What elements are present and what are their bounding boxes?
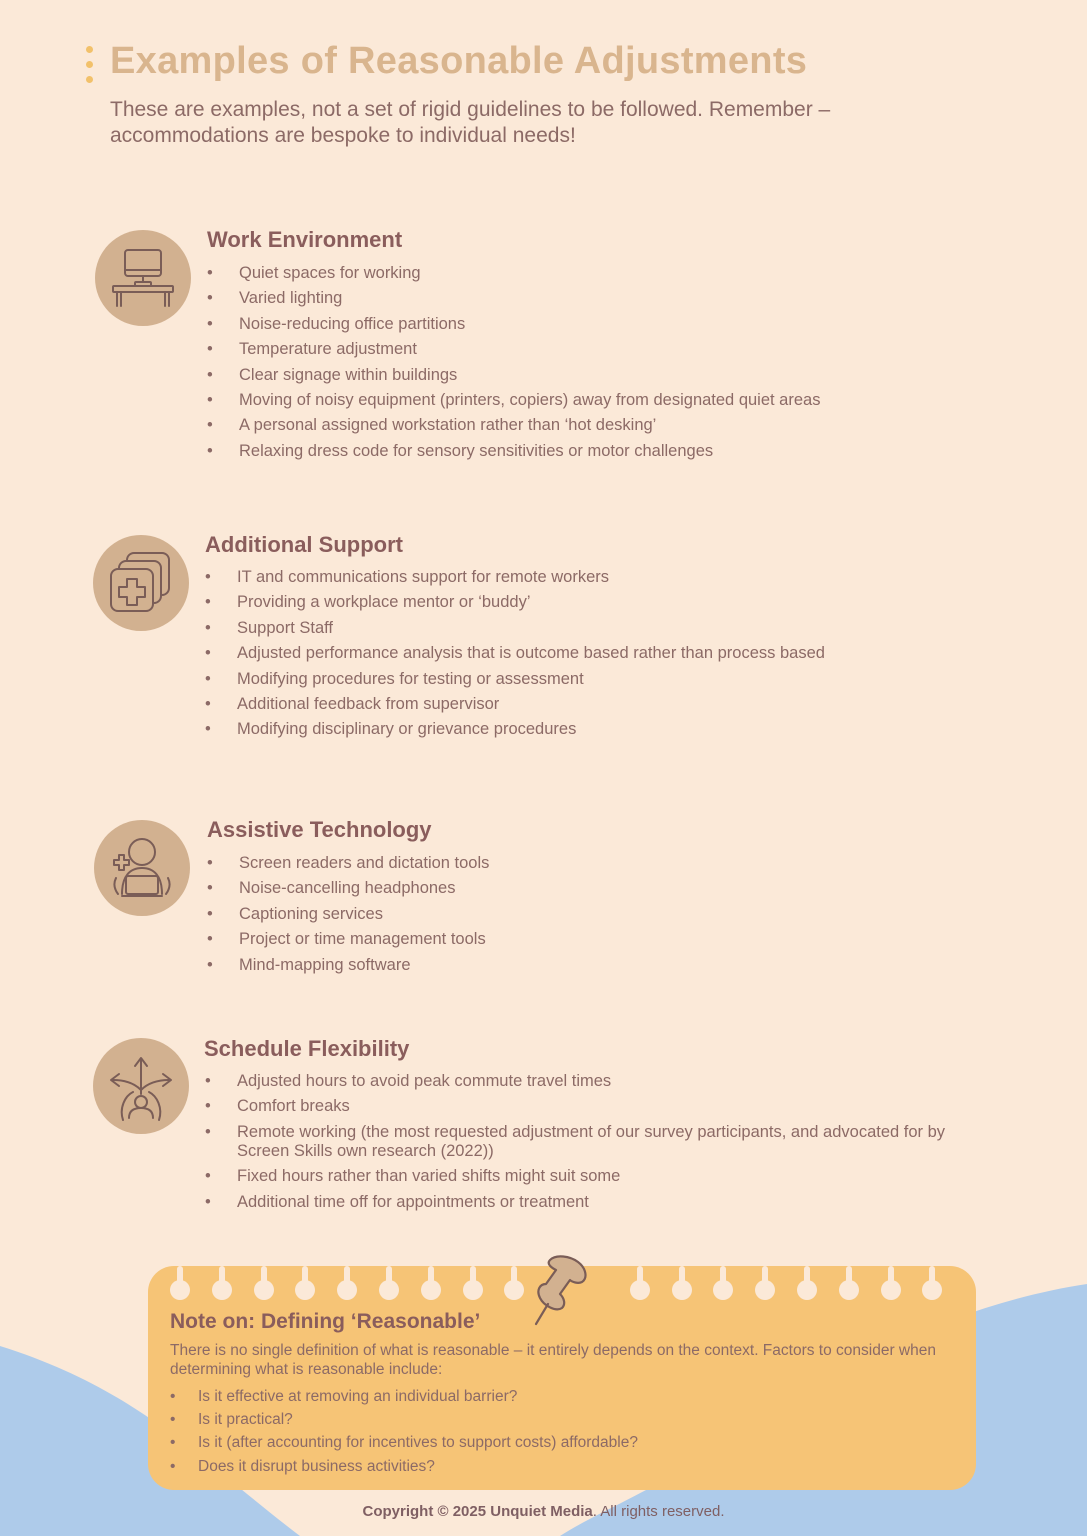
notebook-ring (337, 1280, 357, 1300)
list-item: • Mind-mapping software (207, 956, 987, 975)
list-item: • IT and communications support for remote workers (205, 568, 985, 587)
list-item: • Temperature adjustment (207, 340, 987, 359)
list-item: • Is it (after accounting for incentives to support costs) affordable? (170, 1433, 950, 1452)
notebook-ring (797, 1280, 817, 1300)
list-item: • Is it effective at removing an individual barrier? (170, 1387, 950, 1406)
copyright-footer (0, 1503, 1087, 1520)
section-list (205, 568, 985, 746)
list-item: • Quiet spaces for working (207, 264, 987, 283)
list-item: • Comfort breaks (205, 1097, 985, 1116)
list-item: • Remote working (the most requested adjustment of our survey participants, and advocated for by Screen Skills own research (2022)) (205, 1123, 985, 1161)
list-item: • Is it practical? (170, 1410, 950, 1429)
note-list (170, 1387, 950, 1480)
person-laptop-icon (94, 820, 190, 916)
page-subtitle: These are examples, not a set of rigid guidelines to be followed. Remember – accommodations are bespoke to individual needs! (110, 98, 831, 147)
list-item: • Noise-reducing office partitions (207, 315, 987, 334)
push-pin-icon (530, 1254, 594, 1328)
list-item: • Relaxing dress code for sensory sensitivities or motor challenges (207, 442, 987, 461)
list-item: • Clear signage within buildings (207, 366, 987, 385)
notebook-ring (630, 1280, 650, 1300)
section-list (205, 1072, 985, 1218)
notebook-ring (421, 1280, 441, 1300)
notebook-ring (504, 1280, 524, 1300)
list-item: • Noise-cancelling headphones (207, 879, 987, 898)
list-item: • A personal assigned workstation rather than ‘hot desking’ (207, 416, 987, 435)
list-item: • Varied lighting (207, 289, 987, 308)
note-text: There is no single definition of what is reasonable – it entirely depends on the context. Factors to consider when determining what is reasonable include: (170, 1342, 936, 1378)
list-item: • Project or time management tools (207, 930, 987, 949)
list-item: • Support Staff (205, 619, 985, 638)
section-title: Schedule Flexibility (204, 1036, 410, 1061)
list-item: • Captioning services (207, 905, 987, 924)
list-item: • Modifying procedures for testing or assessment (205, 670, 985, 689)
list-item: • Does it disrupt business activities? (170, 1457, 950, 1476)
list-item: • Additional time off for appointments or treatment (205, 1193, 985, 1212)
section-title: Work Environment (207, 227, 403, 252)
note-card (148, 1266, 976, 1490)
notebook-ring (463, 1280, 483, 1300)
list-item: • Fixed hours rather than varied shifts might suit some (205, 1167, 985, 1186)
section-title: Additional Support (205, 532, 403, 557)
notebook-ring (755, 1280, 775, 1300)
notebook-ring (881, 1280, 901, 1300)
first-aid-cards-icon (93, 535, 189, 631)
notebook-ring (839, 1280, 859, 1300)
section-list (207, 854, 987, 981)
desk-computer-icon (95, 230, 191, 326)
section-title: Assistive Technology (207, 817, 432, 842)
copyright-rights: . All rights reserved. (592, 1503, 725, 1520)
list-item: • Additional feedback from supervisor (205, 695, 985, 714)
page-title: Examples of Reasonable Adjustments (110, 40, 808, 82)
title-dots-decoration (86, 46, 94, 91)
notebook-ring (295, 1280, 315, 1300)
notebook-ring (379, 1280, 399, 1300)
copyright-owner: Copyright © 2025 Unquiet Media (362, 1503, 593, 1520)
note-title: Note on: Defining ‘Reasonable’ (170, 1310, 481, 1333)
list-item: • Providing a workplace mentor or ‘buddy’ (205, 593, 985, 612)
notebook-ring (713, 1280, 733, 1300)
section-list (207, 264, 987, 467)
notebook-ring (254, 1280, 274, 1300)
notebook-ring (170, 1280, 190, 1300)
list-item: • Adjusted hours to avoid peak commute travel times (205, 1072, 985, 1091)
person-arrows-icon (93, 1038, 189, 1134)
list-item: • Screen readers and dictation tools (207, 854, 987, 873)
notebook-ring (672, 1280, 692, 1300)
notebook-ring (212, 1280, 232, 1300)
list-item: • Modifying disciplinary or grievance procedures (205, 720, 985, 739)
list-item: • Moving of noisy equipment (printers, copiers) away from designated quiet areas (207, 391, 987, 410)
list-item: • Adjusted performance analysis that is outcome based rather than process based (205, 644, 985, 663)
notebook-ring (922, 1280, 942, 1300)
